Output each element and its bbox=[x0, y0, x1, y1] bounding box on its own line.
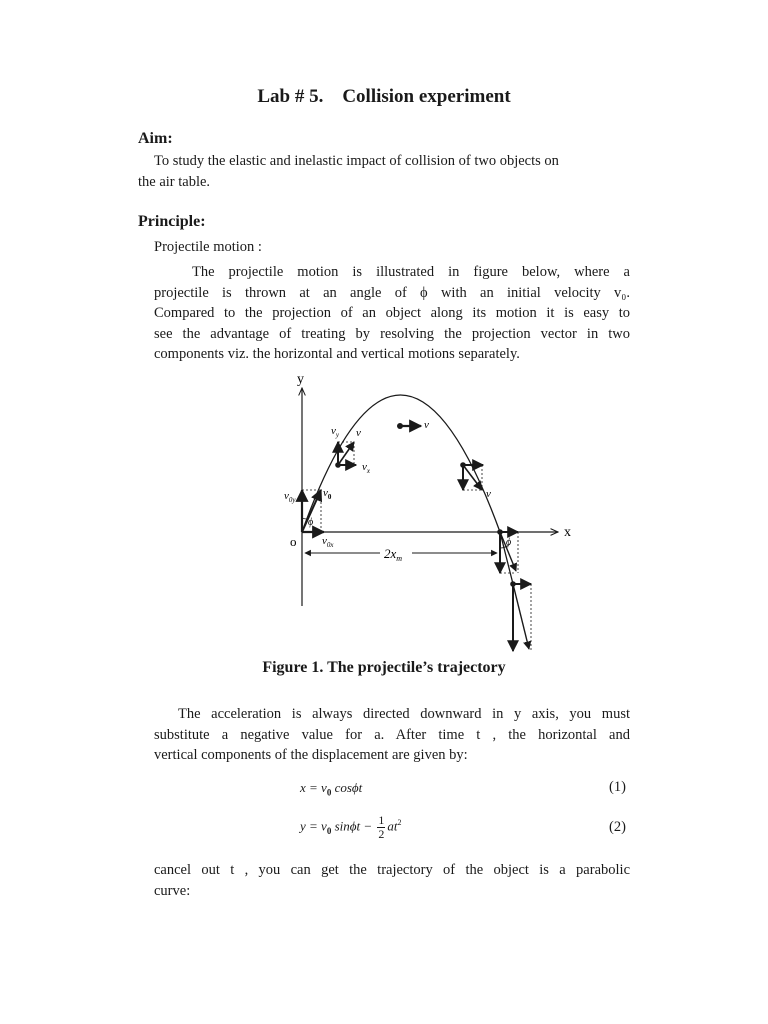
svg-text:v: v bbox=[356, 427, 361, 439]
body-line-3: vertical components of the displacement are given by: bbox=[154, 747, 468, 763]
svg-text:v0y: $v_{0y}$ bbox=[284, 490, 296, 504]
body-paragraph bbox=[154, 704, 630, 766]
v-below bbox=[513, 584, 529, 649]
principle-line-2: projectile is thrown at an angle of ϕ with an initial velocity v₀. bbox=[154, 284, 630, 301]
principle-heading: Principle: bbox=[138, 213, 206, 230]
principle-line-3: Compared to the projection of an object along its motion it is easy to bbox=[154, 305, 630, 321]
aim-heading: Aim: bbox=[138, 130, 173, 147]
equation-2: $y = v_0$ sinϕt − $\frac{1}{2}$ $at^2$ bbox=[300, 813, 402, 841]
svg-text:v: v bbox=[486, 488, 491, 500]
y-axis-label: y bbox=[297, 372, 304, 387]
equation-1: $x = v_0$ cosϕt bbox=[300, 780, 363, 798]
aim-text-line-1: To study the elastic and inelastic impact of collision of two objects on bbox=[154, 153, 559, 169]
origin-label: o bbox=[290, 534, 297, 549]
principle-line-1: The projectile motion is illustrated in figure below, where a bbox=[192, 264, 630, 280]
principle-paragraph bbox=[154, 262, 630, 365]
page-title: Lab # 5. Collision experiment bbox=[257, 86, 511, 107]
svg-text:vx: $v_x$ bbox=[362, 461, 370, 475]
svg-text:2xm: $2x_m$ bbox=[384, 546, 403, 563]
phi-label-launch: ϕ bbox=[308, 517, 314, 528]
body-line-2: substitute a negative value for a. After time t , the horizontal and bbox=[154, 726, 630, 743]
x-axis-label: x bbox=[564, 525, 571, 540]
figure-caption: Figure 1. The projectile’s trajectory bbox=[262, 659, 506, 676]
projectile-figure bbox=[270, 366, 580, 666]
phi-label-landing: ϕ bbox=[506, 537, 512, 548]
svg-text:vy: $v_y$ bbox=[331, 425, 339, 439]
principle-line-5: components viz. the horizontal and vertical motions separately. bbox=[154, 346, 520, 362]
svg-text:v: v bbox=[424, 419, 429, 431]
body-line-1: The acceleration is always directed downward in y axis, you must bbox=[178, 706, 630, 722]
final-line-2: curve: bbox=[154, 882, 191, 899]
principle-subheading: Projectile motion : bbox=[154, 239, 262, 255]
svg-text:v0x: $v_{0x}$ bbox=[322, 535, 334, 549]
principle-line-4: see the advantage of treating by resolving the projection vector in two bbox=[154, 325, 630, 342]
svg-text:v0: $v_0$ bbox=[323, 487, 332, 501]
equation-2-number: (2) bbox=[609, 819, 626, 835]
final-line-1: cancel out t , you can get the trajectory of the object is a parabolic bbox=[154, 862, 630, 878]
aim-text-line-2: the air table. bbox=[138, 174, 211, 190]
v-descending bbox=[463, 465, 482, 490]
equation-1-number: (1) bbox=[609, 779, 626, 795]
final-paragraph bbox=[154, 860, 630, 901]
